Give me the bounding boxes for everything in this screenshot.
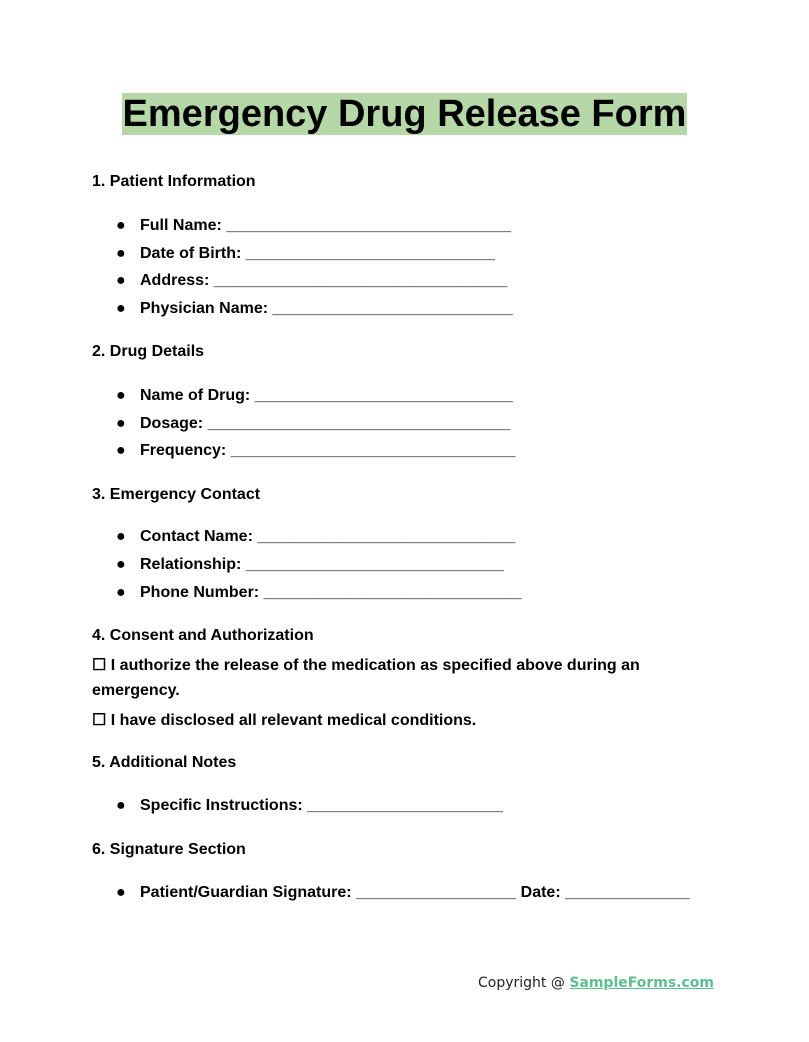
bullet-icon: ● (116, 217, 126, 234)
checkbox-disclosed-conditions[interactable]: ☐ I have disclosed all relevant medical conditions. (92, 712, 477, 729)
bullet-icon: ● (116, 300, 126, 317)
section-heading-drug-details: 2. Drug Details (92, 343, 205, 360)
copyright-text: Copyright @ (478, 975, 570, 991)
section-heading-signature: 6. Signature Section (92, 841, 246, 858)
bullet-icon: ● (116, 387, 126, 404)
copyright-footer (478, 975, 714, 991)
bullet-icon: ● (116, 584, 126, 601)
bullet-icon: ● (116, 415, 126, 432)
bullet-icon: ● (116, 556, 126, 573)
bullet-icon: ● (116, 442, 126, 459)
sampleforms-link[interactable]: SampleForms.com (569, 975, 715, 991)
section-heading-additional-notes: 5. Additional Notes (92, 754, 237, 771)
checkbox-authorize-release-continued: emergency. (92, 682, 180, 699)
title-container (0, 93, 809, 135)
bullet-icon: ● (116, 528, 126, 545)
bullet-icon: ● (116, 245, 126, 262)
section-heading-consent: 4. Consent and Authorization (92, 627, 314, 644)
section-heading-patient-info: 1. Patient Information (92, 173, 256, 190)
bullet-icon: ● (116, 797, 126, 814)
bullet-icon: ● (116, 884, 126, 901)
bullet-icon: ● (116, 272, 126, 289)
page-title: Emergency Drug Release Form (122, 93, 687, 135)
checkbox-authorize-release[interactable]: ☐ I authorize the release of the medication as specified above during an (92, 657, 640, 674)
section-heading-emergency-contact: 3. Emergency Contact (92, 486, 261, 503)
